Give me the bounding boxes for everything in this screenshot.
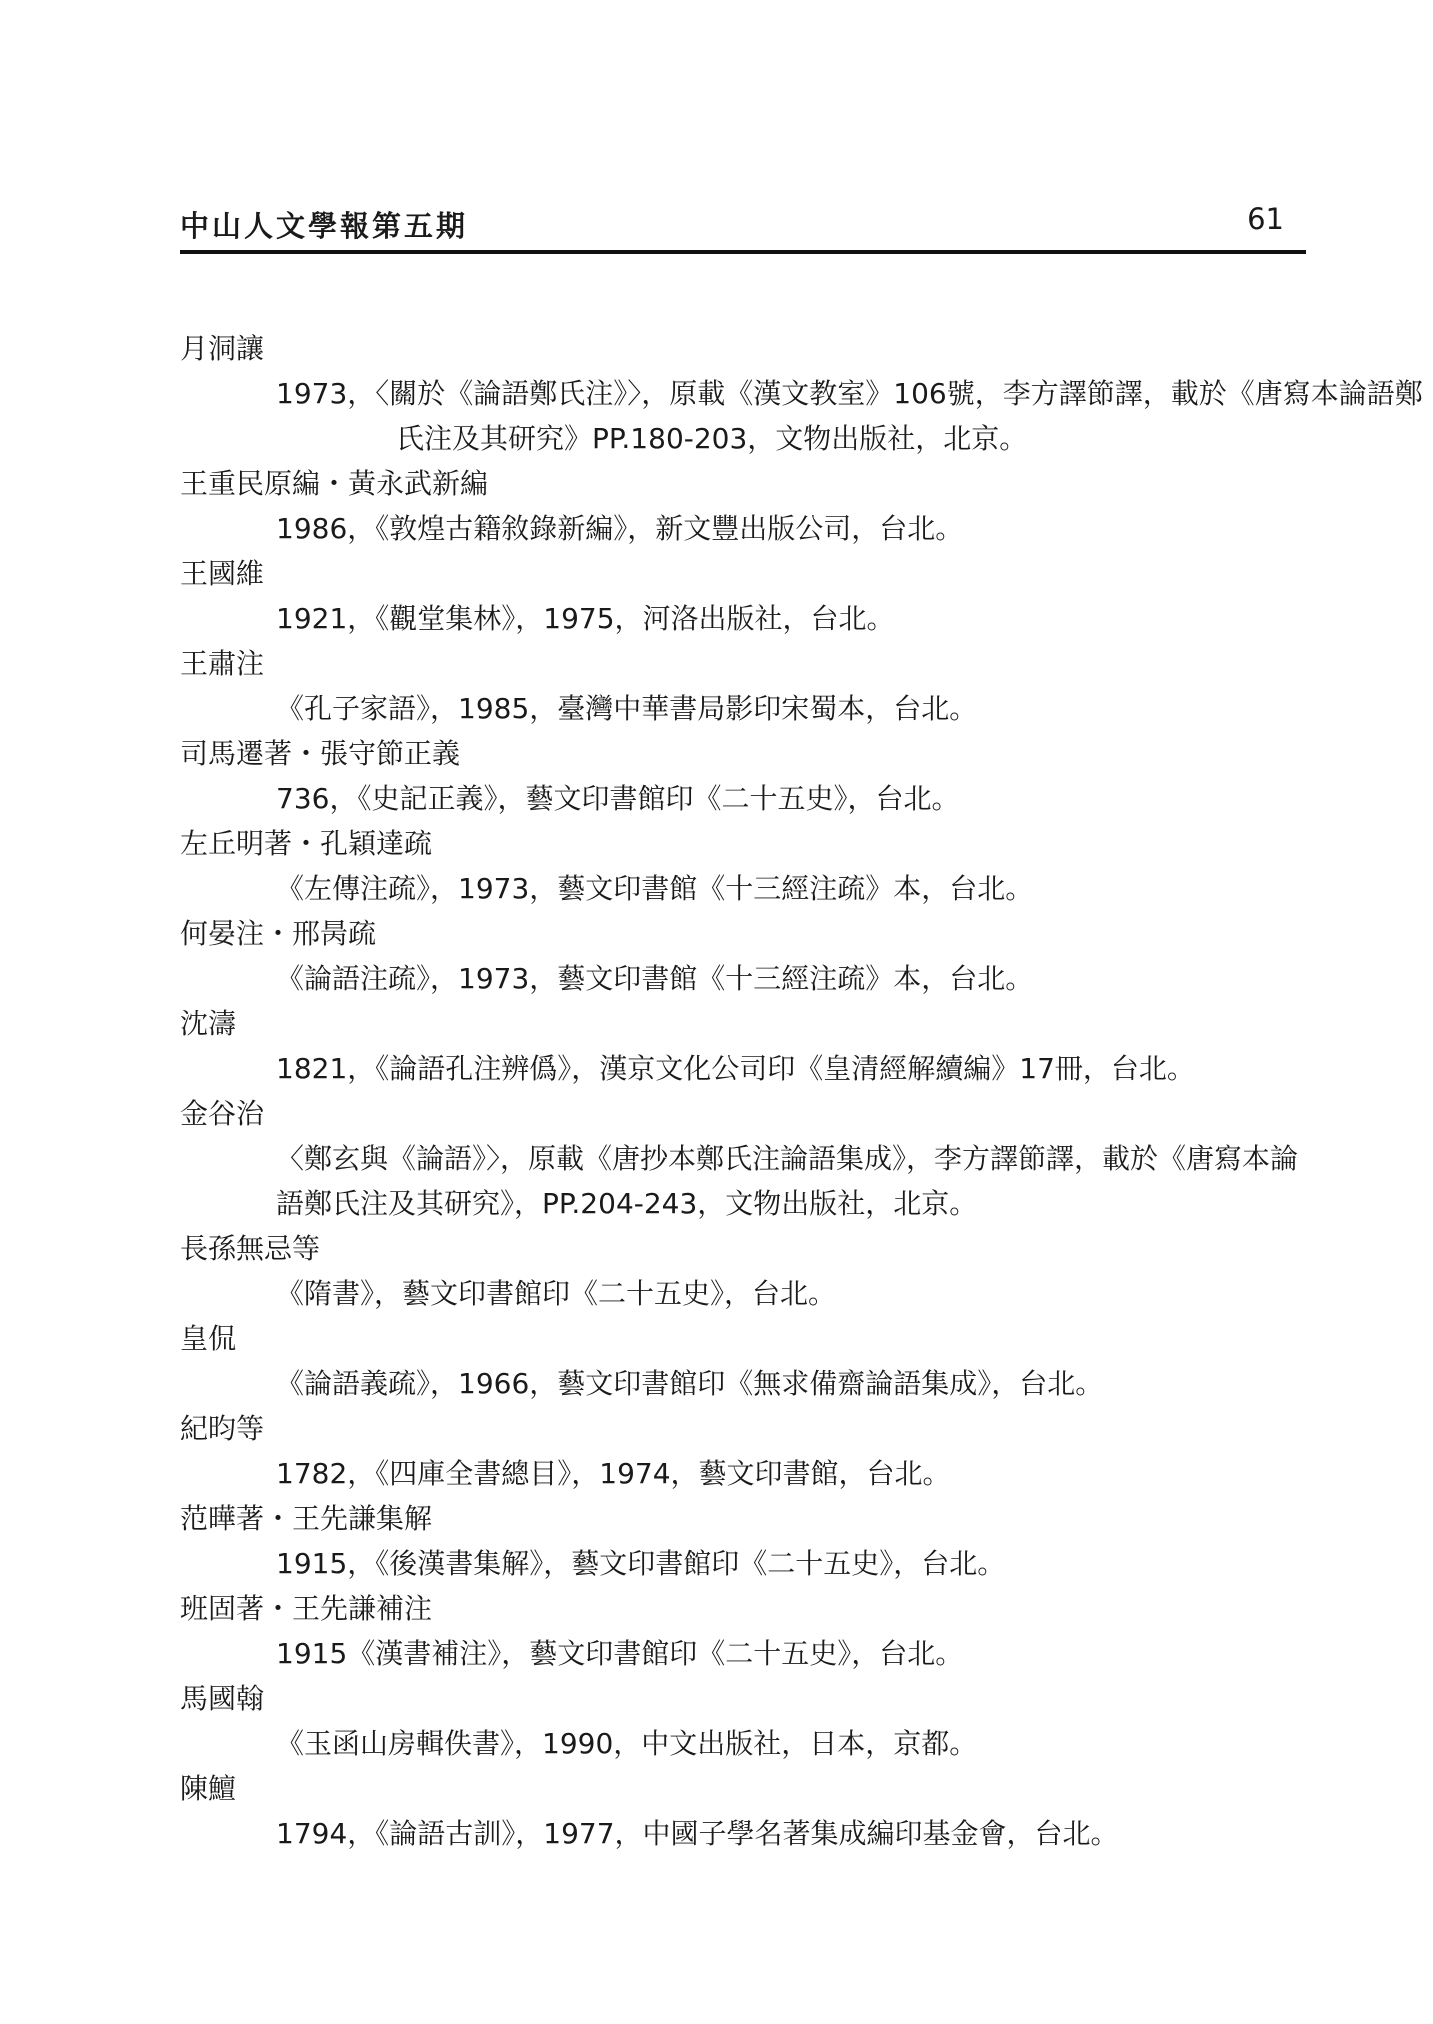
entry-citation: 1915，《後漢書集解》，藝文印書館印《二十五史》，台北。 [276,1547,1006,1580]
bibliography-list [180,326,1423,1856]
entry-author: 月洞讓 [180,332,265,365]
entry-author: 何晏注・邢昺疏 [180,917,377,950]
bibliography-entry [180,821,1320,911]
entry-citation: 1915《漢書補注》，藝文印書館印《二十五史》，台北。 [276,1637,964,1670]
bibliography-entry [180,1316,1320,1406]
entry-author: 班固著・王先謙補注 [180,1592,433,1625]
entry-citation: 《隋書》，藝文印書館印《二十五史》，台北。 [276,1277,837,1310]
entry-citation: 1921，《觀堂集林》，1975，河洛出版社，台北。 [276,602,895,635]
bibliography-entry [180,1226,1320,1316]
entry-author: 王重民原編・黃永武新編 [180,467,489,500]
entry-citation: 《玉函山房輯佚書》，1990，中文出版社，日本，京都。 [276,1727,978,1760]
entry-author: 皇侃 [180,1322,237,1355]
entry-author: 沈濤 [180,1007,237,1040]
entry-citation: 1821，《論語孔注辨僞》，漢京文化公司印《皇清經解續編》17冊，台北。 [276,1052,1195,1085]
bibliography-entry [180,1091,1320,1226]
entry-citation: 《論語注疏》，1973，藝文印書館《十三經注疏》本，台北。 [276,962,1034,995]
entry-author: 馬國翰 [180,1682,265,1715]
entry-citation: 《論語義疏》，1966，藝文印書館印《無求備齋論語集成》，台北。 [276,1367,1104,1400]
entry-citation: 1973，〈關於《論語鄭氏注》〉，原載《漢文教室》106號，李方譯節譯，載於《唐寫本論語鄭氏注及其研究》PP.180-203，文物出版社，北京。 [276,377,1423,455]
bibliography-entry [180,1676,1320,1766]
bibliography-entry [180,911,1320,1001]
bibliography-entry [180,1496,1320,1586]
entry-citation: 736，《史記正義》，藝文印書館印《二十五史》，台北。 [276,782,960,815]
entry-author: 左丘明著・孔穎達疏 [180,827,433,860]
bibliography-entry [180,551,1320,641]
entry-author: 金谷治 [180,1097,265,1130]
bibliography-entry [180,731,1320,821]
bibliography-entry [180,461,1320,551]
bibliography-entry [180,326,1423,461]
entry-citation: 《左傳注疏》，1973，藝文印書館《十三經注疏》本，台北。 [276,872,1034,905]
entry-citation: 1794，《論語古訓》，1977，中國子學名著集成編印基金會，台北。 [276,1817,1119,1850]
entry-author: 長孫無忌等 [180,1232,321,1265]
page-number: 61 [1247,202,1284,236]
entry-citation: 《孔子家語》，1985，臺灣中華書局影印宋蜀本，台北。 [276,692,978,725]
entry-author: 范曄著・王先謙集解 [180,1502,433,1535]
running-header [180,204,1306,254]
bibliography-entry [180,1586,1320,1676]
bibliography-entry [180,1001,1320,1091]
entry-citation: 1782，《四庫全書總目》，1974，藝文印書館，台北。 [276,1457,951,1490]
bibliography-entry [180,1406,1320,1496]
journal-title: 中山人文學報第五期 [180,209,469,243]
entry-citation: 〈鄭玄與《論語》〉，原載《唐抄本鄭氏注論語集成》，李方譯節譯，載於《唐寫本論語鄭氏注及其研究》，PP.204-243，文物出版社，北京。 [276,1142,1299,1220]
bibliography-entry [180,641,1320,731]
entry-author: 司馬遷著・張守節正義 [180,737,461,770]
entry-citation: 1986，《敦煌古籍敘錄新編》，新文豐出版公司，台北。 [276,512,964,545]
entry-author: 紀昀等 [180,1412,265,1445]
entry-author: 王國維 [180,557,265,590]
entry-author: 王肅注 [180,647,265,680]
bibliography-entry [180,1766,1320,1856]
entry-author: 陳鱣 [180,1772,237,1805]
